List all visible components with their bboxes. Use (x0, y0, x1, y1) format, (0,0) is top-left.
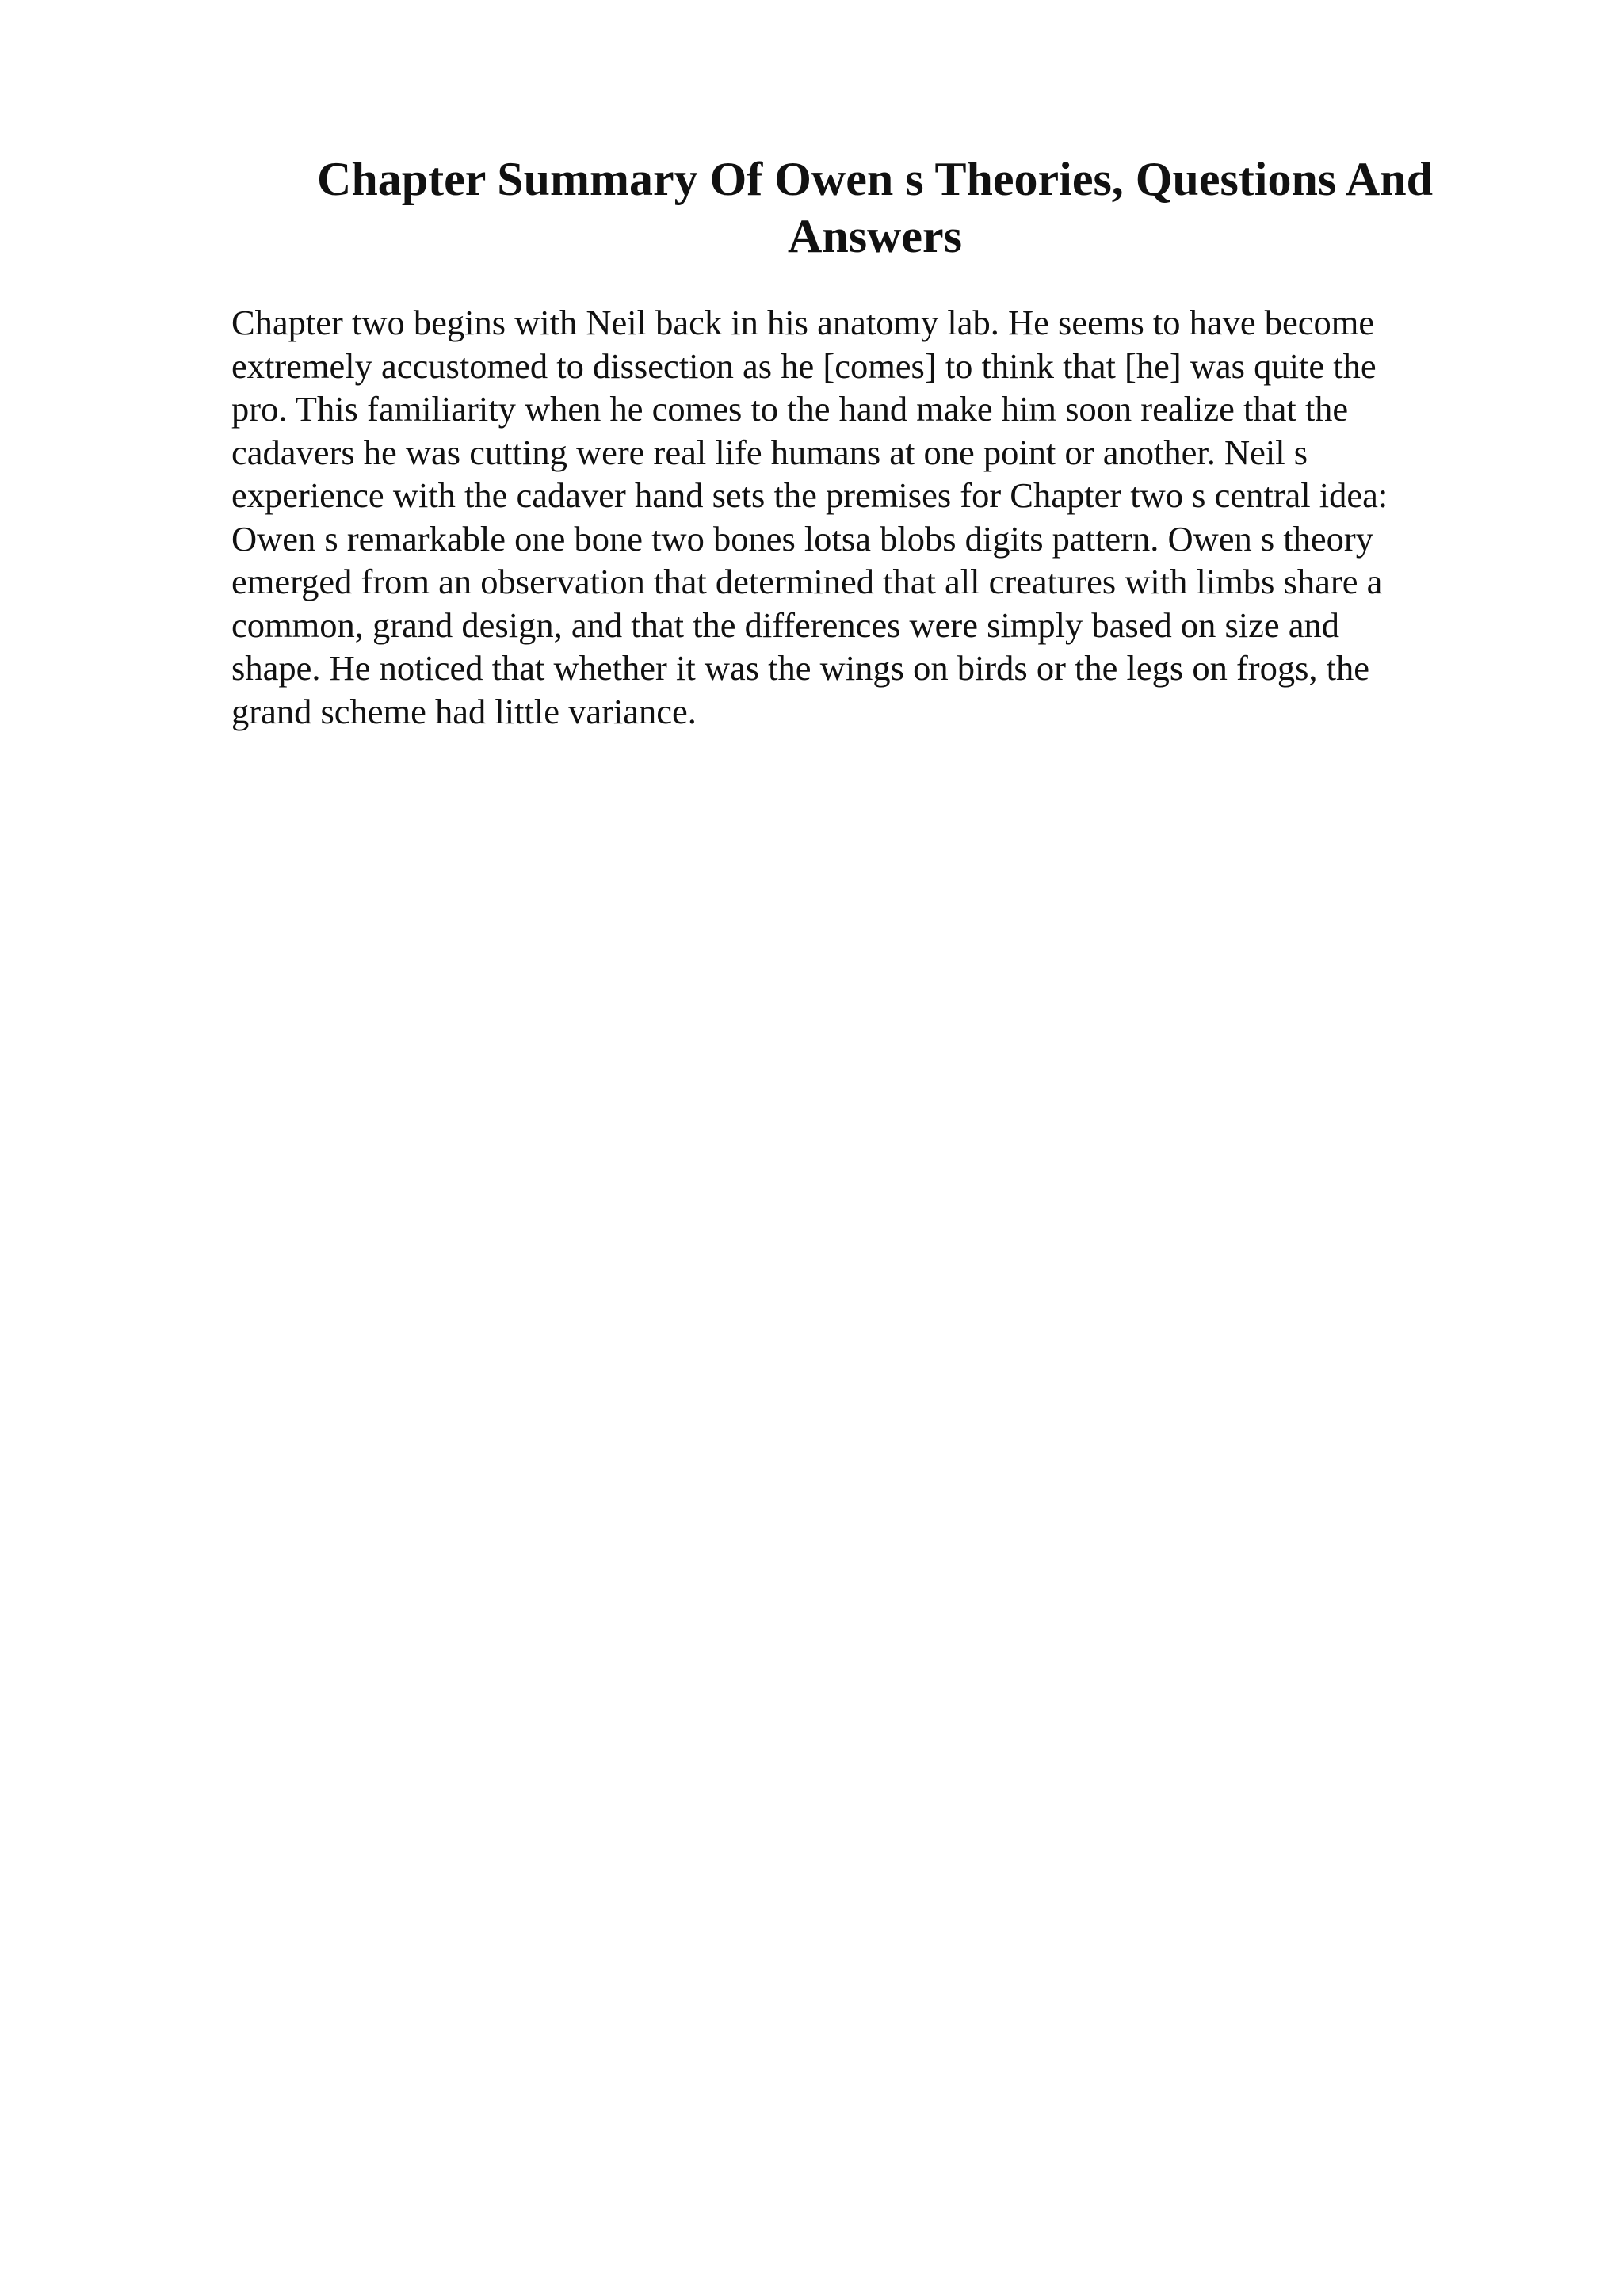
paragraph-line: grand scheme had little variance. (231, 691, 697, 731)
paragraph-line: pro. This familiarity when he comes to the hand make him soon realize that the (231, 389, 1349, 429)
paragraph-line: experience with the cadaver hand sets the premises for Chapter two s central idea: (231, 475, 1388, 515)
paragraph-line: emerged from an observation that determined that all creatures with limbs share a (231, 562, 1383, 601)
paragraph-line: common, grand design, and that the differences were simply based on size and (231, 605, 1340, 645)
paragraph-line: shape. He noticed that whether it was the wings on birds or the legs on frogs, the (231, 648, 1370, 688)
paragraph-line: cadavers he was cutting were real life humans at one point or another. Neil s (231, 432, 1308, 472)
paragraph-line: Chapter two begins with Neil back in his anatomy lab. He seems to have become (231, 303, 1375, 342)
paragraph-line: extremely accustomed to dissection as he [comes] to think that [he] was quite the (231, 345, 1377, 386)
paragraph-line: Owen s remarkable one bone two bones lotsa blobs digits pattern. Owen s theory (231, 518, 1373, 559)
page-title: Chapter Summary Of Owen s Theories, Questions And Answers (317, 153, 1433, 262)
summary-paragraph (231, 301, 1531, 733)
